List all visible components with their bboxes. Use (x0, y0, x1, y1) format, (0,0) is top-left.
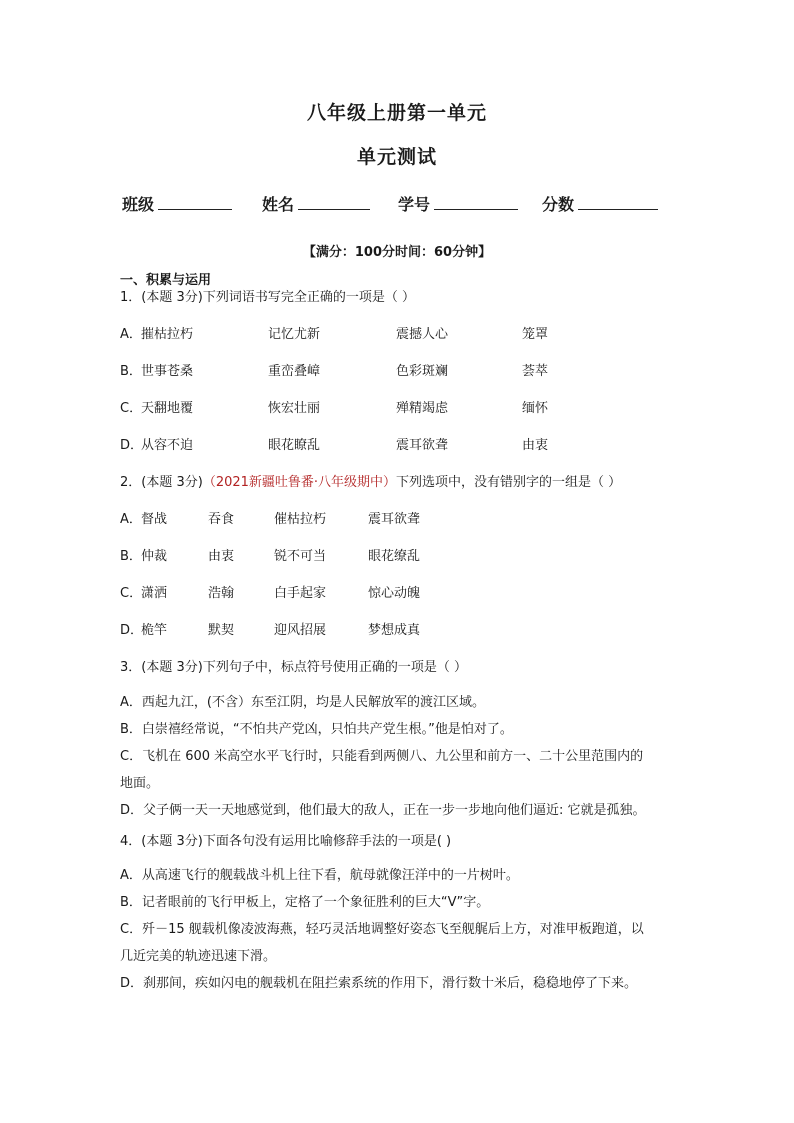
option-word: 浩翰 (208, 586, 235, 601)
option-word: 天翻地覆 (141, 401, 194, 416)
option-label: A． (120, 327, 142, 342)
class-label: 班级 (122, 195, 155, 214)
option-word: 梦想成真 (368, 623, 421, 638)
option-word: 震撼人心 (396, 327, 449, 342)
name-label: 姓名 (262, 195, 295, 214)
option-word: 从容不迫 (141, 438, 194, 453)
question-4-line: B．记者眼前的飞行甲板上，定格了一个象征胜利的巨大“V”字。 (120, 895, 490, 910)
option-word: 仲裁 (141, 549, 168, 564)
score-field (542, 192, 658, 215)
class-field (122, 192, 232, 215)
question-4-line: 几近完美的轨迹迅速下滑。 (120, 949, 277, 964)
option-word: 震耳欲聋 (368, 512, 421, 527)
option-word: 催枯拉朽 (274, 512, 327, 527)
option-word: 由衷 (208, 549, 235, 564)
score-blank[interactable] (578, 195, 658, 210)
page-subtitle: 单元测试 (356, 146, 437, 168)
option-word: 眼花瞭乱 (268, 438, 321, 453)
option-label: A． (120, 512, 142, 527)
option-word: 恢宏壮丽 (268, 401, 321, 416)
number-field (398, 192, 518, 215)
option-word: 世事苍桑 (141, 364, 194, 379)
question-4-stem: 4．(本题 3分)下面各句没有运用比喻修辞手法的一项是( ) (120, 834, 452, 849)
page-title: 八年级上册第一单元 (306, 102, 487, 124)
question-3-line: C．飞机在 600 米高空水平飞行时，只能看到两侧八、九公里和前方一、二十公里范围内的 (120, 749, 644, 764)
class-blank[interactable] (158, 195, 232, 210)
option-label: D． (120, 438, 144, 453)
option-word: 重峦叠嶂 (268, 364, 321, 379)
question-2-stem (120, 474, 621, 492)
option-word: 惊心动魄 (368, 586, 421, 601)
option-word: 殚精竭虑 (396, 401, 449, 416)
student-info-row (122, 192, 682, 214)
score-note: 【满分：100分时间：60分钟】 (302, 245, 492, 260)
option-word: 色彩斑斓 (396, 364, 449, 379)
option-word: 督战 (141, 512, 168, 527)
option-word: 记忆尤新 (268, 327, 321, 342)
option-word: 锐不可当 (274, 549, 327, 564)
question-2-source: （2021新疆吐鲁番·八年级期中） (202, 475, 397, 490)
option-word: 震耳欲聋 (396, 438, 449, 453)
option-word: 桅竿 (141, 623, 168, 638)
option-word: 吞食 (208, 512, 235, 527)
option-word: 眼花缭乱 (368, 549, 421, 564)
question-3-line: B．白崇禧经常说，“不怕共产党凶，只怕共产党生根。”他是怕对了。 (120, 722, 513, 737)
number-label: 学号 (398, 195, 431, 214)
option-word: 迎风招展 (274, 623, 327, 638)
option-word: 潇洒 (141, 586, 168, 601)
option-label: B． (120, 549, 142, 564)
question-4-line: D．刹那间，疾如闪电的舰载机在阻拦索系统的作用下，滑行数十米后，稳稳地停了下来。 (120, 976, 638, 991)
option-word: 由衷 (522, 438, 549, 453)
question-3-line: 地面。 (120, 776, 160, 791)
question-4-line: C．歼－15 舰载机像凌波海燕，轻巧灵活地调整好姿态飞至舰艉后上方，对准甲板跑道，以 (120, 922, 644, 937)
score-label: 分数 (542, 195, 575, 214)
number-blank[interactable] (434, 195, 518, 210)
question-2-suffix: 下列选项中，没有错别字的一组是（ ） (396, 475, 622, 490)
option-label: B． (120, 364, 142, 379)
question-3-line: D．父子俩一天一天地感觉到，他们最大的敌人，正在一步一步地向他们逼近: 它就是孤独。 (120, 803, 646, 818)
question-3-stem: 3．(本题 3分)下列句子中，标点符号使用正确的一项是（ ） (120, 660, 467, 675)
name-blank[interactable] (298, 195, 370, 210)
question-3-line: A．西起九江，(不含）东至江阴，均是人民解放军的渡江区域。 (120, 695, 485, 710)
option-label: C． (120, 401, 143, 416)
option-word: 默契 (208, 623, 235, 638)
option-label: D． (120, 623, 144, 638)
option-word: 笼罩 (522, 327, 549, 342)
question-1-stem: 1．(本题 3分)下列词语书写完全正确的一项是（ ） (120, 290, 415, 305)
option-word: 缅怀 (522, 401, 549, 416)
question-4-line: A．从高速飞行的舰载战斗机上往下看，航母就像汪洋中的一片树叶。 (120, 868, 519, 883)
option-label: C． (120, 586, 143, 601)
section-title: 一、积累与运用 (120, 273, 212, 288)
name-field (262, 192, 370, 215)
option-word: 摧枯拉朽 (141, 327, 194, 342)
option-word: 荟萃 (522, 364, 549, 379)
question-2-prefix: 2．(本题 3分) (120, 475, 203, 490)
option-word: 白手起家 (274, 586, 327, 601)
